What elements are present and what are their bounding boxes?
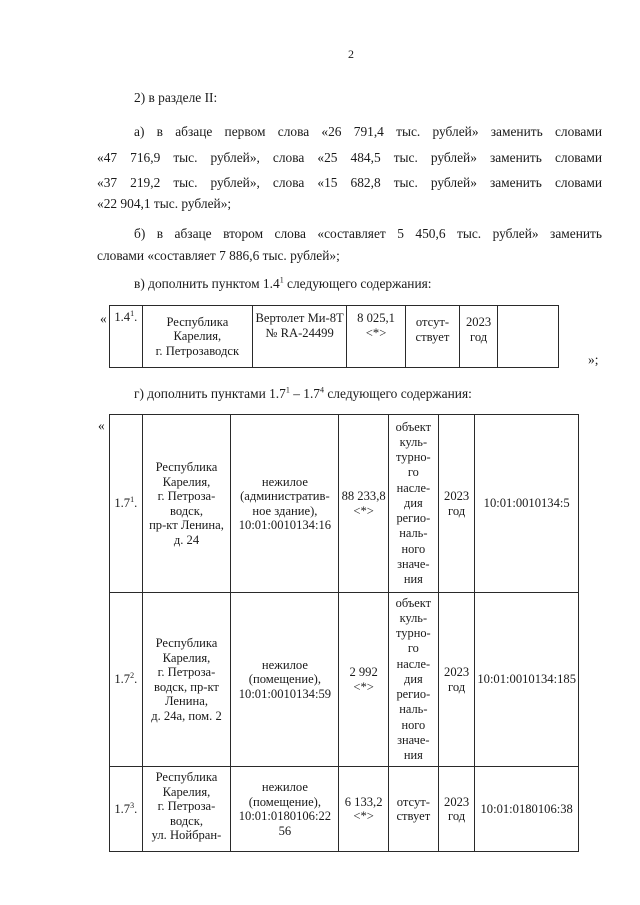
value-cell: 88 233,8 <*> — [339, 415, 388, 593]
year-cell: 2023 год — [438, 767, 474, 852]
para-a-line-1: а) в абзаце первом слова «26 791,4 тыс. рублей» заменить словами — [134, 124, 602, 139]
para-g-text: г) дополнить пунктами 1.7 — [134, 386, 286, 401]
para-g-text-end: следующего содержания: — [324, 386, 472, 401]
table1-close-quote: »; — [588, 352, 599, 367]
location-cell: Республика Карелия, г. Петрозаводск — [142, 306, 253, 368]
status-cell: объект куль- турно- го насле- дия регио- наль- ного значе- ния — [388, 415, 438, 593]
row-number: $1.4^1$. — [110, 306, 143, 368]
year-cell: 2023 год — [438, 415, 474, 593]
row-number: $1.7^2$. — [110, 593, 143, 767]
para-a-line-2: «47 716,9 тыс. рублей», слова «25 484,5 тыс. рублей» заменить словами — [97, 150, 602, 165]
location-cell: Республика Карелия, г. Петроза- водск, ул. Нойбран- — [142, 767, 231, 852]
year-cell: 2023 год — [438, 593, 474, 767]
table-row — [110, 306, 559, 368]
row-number: $1.7^1$. — [110, 415, 143, 593]
object-cell: нежилое (административ- ное здание), 10:01:0010134:16 — [231, 415, 339, 593]
status-cell: отсут- ствует — [388, 767, 438, 852]
para-g — [134, 386, 472, 402]
status-cell: отсут- ствует — [406, 306, 460, 368]
cadastral-code-cell: 10:01:0010134:5 — [475, 415, 579, 593]
para-a-line-3: «37 219,2 тыс. рублей», слова «15 682,8 тыс. рублей» заменить словами — [97, 175, 602, 190]
para-v-text-end: следующего содержания: — [283, 276, 432, 291]
location-cell: Республика Карелия, г. Петроза- водск, пр-кт Ленина, д. 24а, пом. 2 — [142, 593, 231, 767]
value-cell: 6 133,2 <*> — [339, 767, 388, 852]
table-row — [110, 767, 579, 852]
para-v-sup: 1 — [279, 275, 284, 285]
value-cell: 2 992 <*> — [339, 593, 388, 767]
table1-open-quote: « — [100, 311, 107, 326]
status-cell: объект куль- турно- го насле- дия регио- наль- ного значе- ния — [388, 593, 438, 767]
page-number: 2 — [348, 47, 354, 61]
para-b-line-1: б) в абзаце втором слова «составляет 5 450,6 тыс. рублей» заменить — [134, 226, 602, 241]
year-cell: 2023 год — [459, 306, 497, 368]
section-header: 2) в разделе II: — [134, 90, 218, 105]
para-b-line-2: словами «составляет 7 886,6 тыс. рублей»; — [97, 248, 340, 263]
cadastral-code-cell: 10:01:0010134:185 — [475, 593, 579, 767]
para-g-sup1: 1 — [285, 385, 290, 395]
para-v — [134, 276, 432, 292]
object-cell: нежилое (помещение), 10:01:0010134:59 — [231, 593, 339, 767]
table-1 — [109, 305, 559, 368]
table2-open-quote: « — [98, 418, 105, 433]
object-cell: нежилое (помещение), 10:01:0180106:22 56 — [231, 767, 339, 852]
para-g-mid: – 1.7 — [289, 386, 320, 401]
extra-cell — [498, 306, 559, 368]
table-row — [110, 415, 579, 593]
value-cell: 8 025,1 <*> — [347, 306, 406, 368]
table-2 — [109, 414, 579, 852]
row-number: $1.7^3$. — [110, 767, 143, 852]
table-row — [110, 593, 579, 767]
para-a-line-4: «22 904,1 тыс. рублей»; — [97, 196, 232, 211]
cadastral-code-cell: 10:01:0180106:38 — [475, 767, 579, 852]
para-v-text: в) дополнить пунктом 1.4 — [134, 276, 280, 291]
para-g-sup2: 4 — [320, 385, 324, 395]
location-cell: Республика Карелия, г. Петроза- водск, пр-кт Ленина, д. 24 — [142, 415, 231, 593]
object-cell: Вертолет Ми-8Т № RA-24499 — [253, 306, 347, 368]
